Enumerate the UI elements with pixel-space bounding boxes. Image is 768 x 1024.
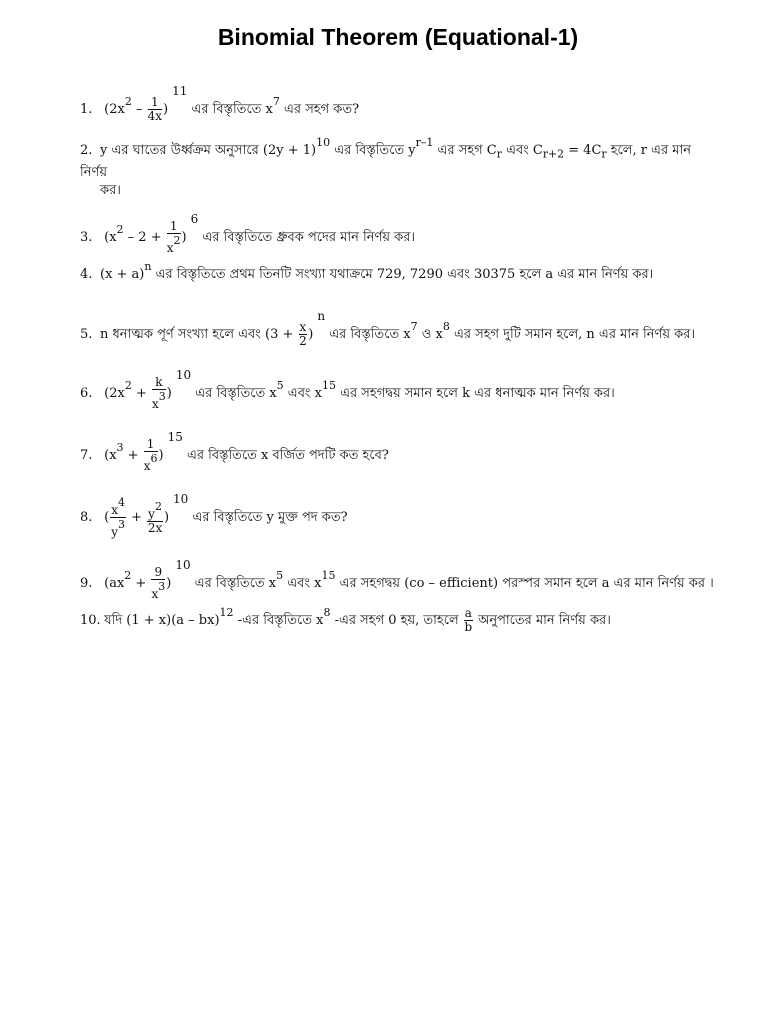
fraction [151, 566, 165, 601]
operator: + [131, 576, 151, 591]
power: 15 [167, 430, 183, 444]
problem-text: এর বিস্তৃতিতে x [191, 386, 277, 401]
problem-9 [80, 556, 714, 601]
problem-10 [80, 604, 611, 634]
exponent: r–1 [415, 136, 434, 149]
fraction-numerator: x [299, 320, 307, 334]
problem-text: এর সহগ কত? [279, 102, 360, 117]
exponent: 10 [316, 136, 331, 149]
fraction [464, 607, 473, 634]
fraction [167, 220, 181, 255]
expr-term: (x [104, 230, 117, 245]
problem-text: (x + a) [100, 267, 145, 282]
power: 10 [173, 492, 189, 506]
exponent: 2 [173, 234, 181, 247]
problem-text: = 4C [564, 143, 602, 158]
fraction-denominator: b [464, 620, 473, 634]
problem-8 [80, 490, 348, 539]
problem-text: n ধনাত্মক পূর্ণ সংখ্যা হলে এবং (3 + [100, 327, 298, 342]
problem-number: 8. [80, 510, 93, 525]
exponent: 3 [158, 580, 166, 593]
subscript: r+2 [542, 147, 565, 161]
problem-number: 7. [80, 448, 93, 463]
problem-text: এর বিস্তৃতিতে x [325, 327, 411, 342]
fraction-denominator [167, 234, 181, 255]
fraction-numerator [110, 496, 126, 518]
problem-text: এর সহগ C [433, 143, 497, 158]
denominator-base: x [143, 459, 151, 473]
exponent: 3 [116, 441, 124, 454]
problem-text: এর বিস্তৃতিতে x [187, 102, 273, 117]
problem-text: এর বিস্তৃতিতে y মুক্ত পদ কত? [188, 510, 348, 525]
problem-3 [80, 210, 415, 255]
exponent: 2 [116, 223, 124, 236]
subscript: r [496, 147, 502, 161]
problem-number: 6. [80, 386, 93, 401]
operator: + [127, 510, 147, 525]
problem-6 [80, 366, 615, 411]
problem-text: অনুপাতের মান নির্ণয় কর। [473, 613, 611, 628]
power: 10 [175, 368, 192, 382]
fraction-numerator: 9 [151, 566, 165, 580]
fraction [144, 438, 158, 473]
problem-5 [80, 307, 695, 348]
operator: – 2 + [123, 230, 166, 245]
denominator-base: x [152, 397, 159, 411]
fraction [152, 376, 166, 411]
exponent: 6 [150, 452, 158, 465]
expr-term: (ax [104, 576, 125, 591]
fraction-denominator [144, 452, 158, 473]
fraction-numerator: 1 [167, 220, 181, 234]
numerator-base: y [148, 507, 155, 521]
problem-text: হলে, r এর মান নির্ণয় [80, 143, 691, 180]
problem-text: -এর বিস্তৃতিতে x [233, 613, 324, 628]
close-paren: ) [158, 448, 164, 463]
problem-text: এর সহগদ্বয় সমান হলে k এর ধনাত্মক মান নির্ণয় কর। [336, 386, 615, 401]
open-paren: ( [104, 510, 110, 525]
exponent: n [144, 260, 152, 273]
exponent: 8 [323, 606, 331, 619]
problem-text: যদি (1 + x)(a – bx) [100, 613, 220, 628]
fraction-denominator: 2x [147, 521, 163, 535]
fraction [299, 321, 308, 348]
denominator-base: y [111, 525, 118, 539]
exponent: 15 [321, 569, 336, 582]
close-paren: ) [308, 327, 314, 342]
problem-text: এবং C [501, 143, 543, 158]
exponent: 5 [276, 379, 284, 392]
power: 6 [190, 212, 199, 226]
problem-text: এর বিস্তৃতিতে ধ্রুবক পদের মান নির্ণয় কর। [198, 230, 416, 245]
subscript: r [601, 147, 607, 161]
fraction-denominator [151, 580, 165, 601]
fraction-numerator: 1 [148, 96, 162, 110]
expr-term: (2x [104, 102, 125, 117]
problem-number: 5. [80, 327, 93, 342]
close-paren: ) [181, 230, 187, 245]
problem-7 [80, 428, 389, 473]
denominator-base: x [151, 587, 159, 601]
fraction-numerator: 1 [144, 438, 158, 452]
fraction-denominator [110, 518, 126, 539]
problem-text: এর বিস্তৃতিতে y [330, 143, 416, 158]
problem-text: এবং x [283, 386, 322, 401]
power: 11 [172, 84, 188, 98]
problem-2 [80, 134, 700, 200]
fraction-denominator [152, 390, 166, 411]
fraction-denominator: 4x [147, 109, 162, 123]
power: n [317, 309, 326, 323]
operator: + [123, 448, 143, 463]
problem-text: এর বিস্তৃতিতে প্রথম তিনটি সংখ্যা যথাক্রমে 729, 7290 এবং 30375 হলে a এর মান নির্ণয় কর। [151, 267, 654, 282]
exponent: 5 [276, 569, 284, 582]
close-paren: ) [163, 510, 170, 525]
problem-text: এবং x [283, 576, 322, 591]
exponent: 3 [118, 518, 125, 531]
exponent: 15 [322, 379, 336, 392]
operator: + [131, 386, 151, 401]
close-paren: ) [166, 386, 172, 401]
problem-continuation: কর। [100, 182, 121, 198]
problem-text: এর বিস্তৃতিতে x [190, 576, 277, 591]
operator: – [131, 102, 147, 117]
problem-text: y এর ঘাতের উর্ধ্বক্রম অনুসারে (2y + 1) [100, 143, 317, 158]
fraction-numerator [147, 500, 163, 522]
denominator-base: x [166, 241, 174, 255]
problem-text: -এর সহগ 0 হয়, তাহলে [330, 613, 463, 628]
exponent: 2 [124, 379, 132, 392]
exponent: 2 [124, 569, 132, 582]
exponent: 12 [219, 606, 234, 619]
fraction [148, 96, 162, 123]
exponent: 8 [442, 320, 450, 333]
problem-number: 2. [80, 143, 93, 158]
expr-term: (2x [104, 386, 125, 401]
exponent: 2 [124, 95, 132, 108]
problem-text: ও x [417, 327, 443, 342]
exponent: 2 [154, 500, 162, 513]
problem-4 [80, 258, 653, 284]
fraction [147, 500, 163, 535]
problem-text: এর সহগদ্বয় (co – efficient) পরস্পর সমান হলে a এর মান নির্ণয় কর । [335, 576, 714, 591]
problem-number: 1. [80, 102, 93, 117]
close-paren: ) [166, 576, 172, 591]
exponent: 7 [272, 95, 280, 108]
fraction-numerator: a [464, 606, 472, 620]
expr-term: (x [104, 448, 117, 463]
problem-number: 9. [80, 576, 93, 591]
exponent: 4 [118, 496, 125, 509]
fraction [110, 496, 126, 539]
problem-number: 4. [80, 267, 93, 282]
numerator-base: x [111, 503, 118, 517]
problem-number: 10. [80, 613, 101, 628]
close-paren: ) [163, 102, 169, 117]
exponent: 3 [158, 390, 166, 403]
fraction-denominator: 2 [299, 334, 307, 348]
fraction-numerator: k [152, 376, 166, 390]
exponent: 7 [410, 320, 418, 333]
problem-text: এর বিস্তৃতিতে x বর্জিত পদটি কত হবে? [182, 448, 389, 463]
problem-1 [80, 82, 359, 123]
problem-number: 3. [80, 230, 93, 245]
problem-text: এর সহগ দুটি সমান হলে, n এর মান নির্ণয় কর। [449, 327, 696, 342]
power: 10 [175, 558, 191, 572]
page-title: Binomial Theorem (Equational-1) [217, 24, 579, 50]
